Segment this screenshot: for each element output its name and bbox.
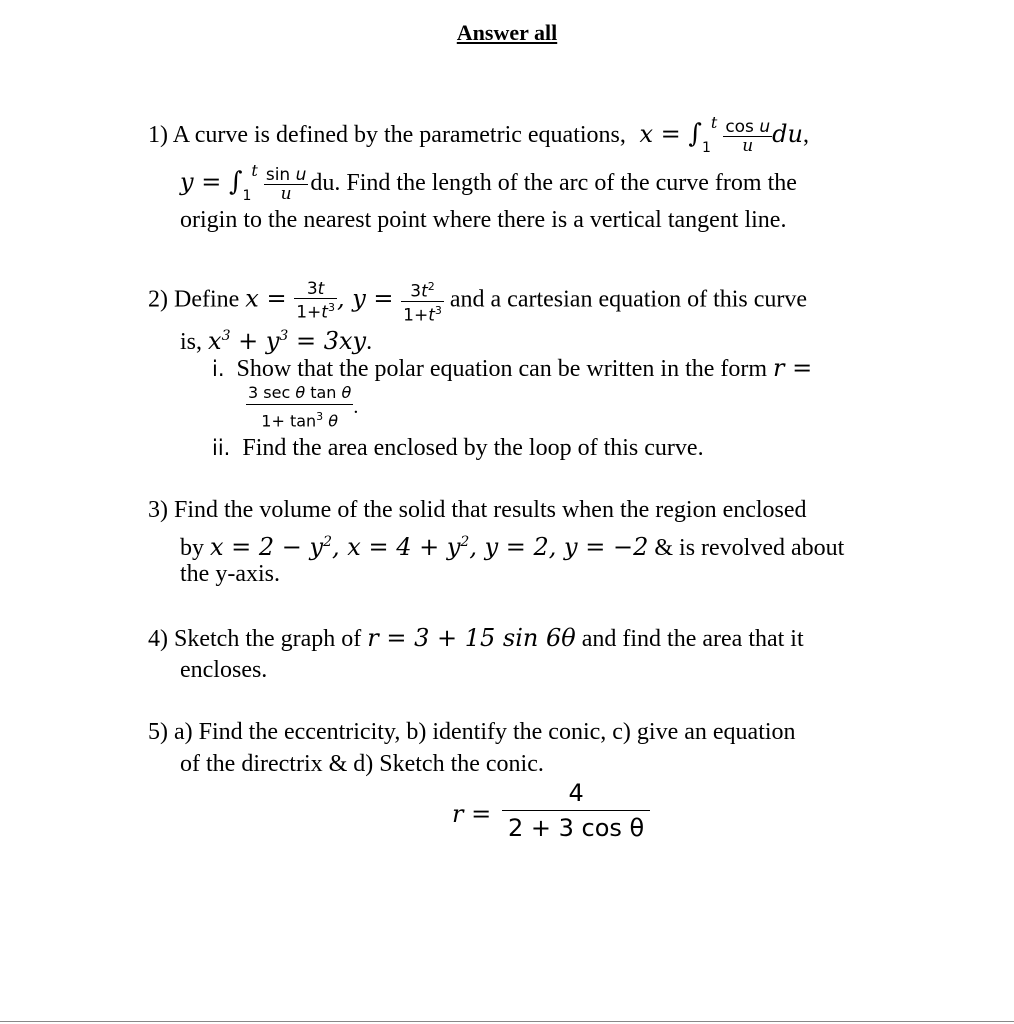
question-2-define: Define [174, 286, 240, 313]
question-1-x-equation: x = [631, 120, 689, 149]
integral-sign: ∫ [228, 167, 243, 198]
cos-fraction: $\frac{\text{cos u}}{u}$ [725, 117, 771, 156]
x-fraction: $\frac{3t}{1+t^3}$ [296, 279, 335, 323]
question-3-line-1 [148, 494, 807, 526]
page-title: Answer all [456, 20, 558, 45]
part-ii-text: Find the area enclosed by the loop of this curve. [242, 435, 704, 461]
question-4-line-1 [148, 622, 804, 655]
question-2-line-1: 2) Define x = $\frac{3t}{1+t^3}$ , y = $\frac{3t^2}{1+t^3}$ and a cartesian equation of this curve [148, 279, 808, 326]
question-3-number: 3) [148, 497, 168, 523]
question-1-line-3: origin to the nearest point where there is a vertical tangent line. [180, 207, 787, 233]
question-1-text-1: A curve is defined by the parametric equations, [172, 122, 626, 149]
question-3-by: by [180, 535, 204, 561]
bottom-divider [0, 1021, 1014, 1022]
question-1-line-2 [180, 161, 797, 205]
part-ii-number: ii. [212, 436, 231, 460]
question-3-text-1: Find the volume of the solid that results when the region enclosed [174, 497, 807, 523]
question-4-text-1: Sketch the graph of [174, 626, 362, 652]
cartesian-equation: $x^3 + y^3 = 3xy$ [208, 327, 367, 355]
question-2-number: 2) [148, 286, 168, 313]
lower-limit: 1 [242, 188, 252, 205]
question-4-text-2: and find the area that it [581, 626, 804, 652]
lower-limit: 1 [701, 140, 711, 157]
question-2-line-2: is, $x^3 + y^3 = 3xy$. [180, 327, 373, 355]
question-2-is: is, [180, 329, 203, 355]
conic-numerator: 4 [568, 779, 584, 807]
part-i-text: Show that the polar equation can be written in the form [236, 356, 768, 382]
part-i-number: i. [212, 357, 225, 381]
region-equations: $x = 2 - y^2$, $x = 4 + y^2$, y = 2, y = −2 [210, 533, 649, 561]
question-4-number: 4) [148, 626, 168, 652]
polar-rose-equation: r = 3 + 15 sin 6θ [367, 624, 576, 652]
question-4-line-2: encloses. [180, 657, 268, 683]
question-3-text-2: & is revolved about [654, 535, 845, 561]
upper-limit: t [251, 161, 258, 181]
question-5-number: 5) [148, 719, 168, 745]
conic-fraction [502, 776, 650, 845]
question-2-part-i [212, 352, 812, 385]
question-1-y-equation: y = [180, 168, 229, 197]
y-fraction: $\frac{3t^2}{1+t^3}$ [403, 280, 442, 326]
question-1-number: 1) [148, 122, 168, 149]
upper-limit: t [710, 113, 718, 133]
question-1-line-1: 1) A curve is defined by the parametric equations, $x = \int_1^t$ $\frac{\text{cos u}}{u}$ du, [148, 113, 809, 157]
integral-sign: ∫ [688, 119, 702, 150]
question-5-text-1: a) Find the eccentricity, b) identify the conic, c) give an equation [174, 719, 796, 745]
du-symbol: du [772, 120, 803, 149]
polar-fraction: $\frac{\text{3 sec θ tan θ}}{1+ \tan^3 \theta}$ . [246, 382, 358, 433]
question-2-and-text: and a cartesian equation of this curve [449, 286, 808, 313]
conic-lhs: r = [452, 800, 492, 828]
sin-fraction: $\frac{\text{sin u}}{u}$ [265, 165, 307, 204]
conic-denominator: 2 + 3 cos θ [502, 810, 650, 845]
question-1-text-2: du. Find the length of the arc of the curve from the [310, 170, 797, 197]
polar-r: r = [773, 354, 813, 382]
question-5-line-1 [148, 716, 796, 748]
question-3-line-3: the y-axis. [180, 561, 280, 587]
question-5-line-2: of the directrix & d) Sketch the conic. [180, 751, 544, 777]
question-2-part-ii [212, 432, 704, 464]
x-definition: x = [245, 284, 295, 313]
